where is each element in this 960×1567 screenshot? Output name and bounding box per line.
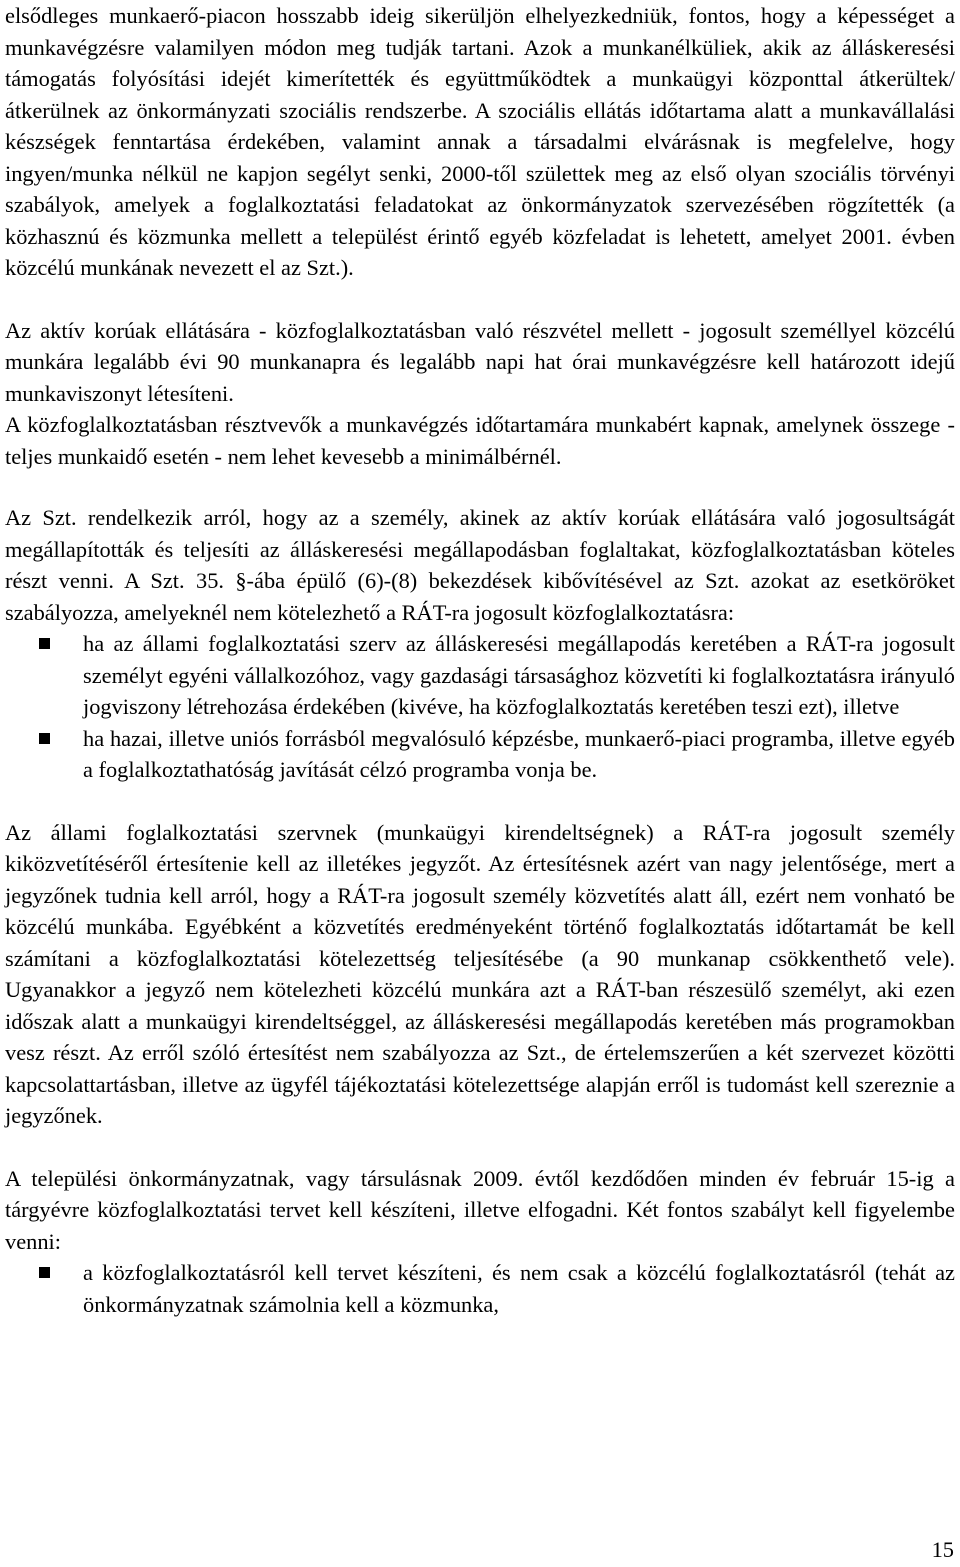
list-item bbox=[5, 628, 955, 723]
paragraph-employment-plan: A települési önkormányzatnak, vagy társulásnak 2009. évtől kezdődően minden év február 15-ig a tárgyévre közfoglalkoztatási tervet kell készíteni, illetve elfogadni. Két fontos szabályt kell figyelembe venni: bbox=[5, 1165, 955, 1254]
exemption-list bbox=[5, 628, 955, 786]
paragraph-notification: Az állami foglalkoztatási szervnek (munkaügyi kirendeltségnek) a RÁT-ra jogosult személy kiközvetítéséről értesítenie kell az illetékes jegyzőt. Az értesítésnek azért van nagy jelentősége, mert a jegyzőnek tudnia kell arról, hogy a RÁT-ra jogosult személy közvetítés alatt áll, ezért nem vonható be közcélú munkába. Egyébként a közvetítés eredményeként történő foglalkoztatás időtartamát be kell számítani a közfoglalkoztatási kötelezettség teljesítésébe (a 90 munkanap csökkenthető vele). Ugyanakkor a jegyző nem kötelezheti közcélú munkára azt a RÁT-ban részesülő személyt, aki ezen időszak alatt a munkaügyi kirendeltséggel, az álláskeresési megállapodás keretében más programokban vesz részt. Az erről szóló értesítést nem szabályozza az Szt., de értelemszerűen a két szervezet közötti kapcsolattartásban, illetve az ügyfél tájékoztatási kötelezettsége alapján erről is tudomást kell szereznie a jegyzőnek. bbox=[5, 819, 955, 1128]
square-bullet-icon bbox=[39, 1267, 50, 1278]
paragraph-intro: elsődleges munkaerő-piacon hosszabb ideig sikerüljön elhelyezkedniük, fontos, hogy a képességet a munkavégzésre valamilyen módon meg tudják tartani. Azok a munkanélküliek, akik az álláskeresési támogatás folyósítási idejét kimerítették és együttműködtek a munkaügyi központtal átkerültek/átkerülnek az önkormányzati szociális rendszerbe. A szociális ellátás időtartama alatt a munkavállalási készségek fenntartása érdekében, valamint annak a társadalmi elvárásnak is megfelelve, hogy ingyen/munka nélkül ne kapjon segélyt senki, 2000-től születtek meg az első olyan szociális törvényi szabályok, amelyek a foglalkoztatási feladatokat az önkormányzatok szervezésében rögzítették (a közhasznú és közmunka mellett a települést érintő egyéb közfeladat is lehetett, amelyet 2001. évben közcélú munkának nevezett el az Szt.). bbox=[5, 3, 955, 280]
list-item bbox=[5, 1257, 955, 1320]
document-page bbox=[5, 0, 955, 1320]
page-number: 15 bbox=[931, 1537, 954, 1562]
paragraph-szt-rules: Az Szt. rendelkezik arról, hogy az a személy, akinek az aktív korúak ellátására való jogosultságát megállapították és teljesíti az álláskeresési megállapodásban foglaltakat, közfoglalkoztatásban köteles részt venni. A Szt. 35. §-ába épülő (6)-(8) bekezdések kibővítésével az Szt. azokat az esetköröket szabályozza, amelyeknél nem kötelezhető a RÁT-ra jogosult közfoglalkoztatásra: bbox=[5, 505, 955, 625]
paragraph-active-age-benefit: Az aktív korúak ellátására - közfoglalkoztatásban való részvétel mellett - jogosult személlyel közcélú munkára legalább évi 90 munkanapra és legalább napi hat órai munkavégzésre kell határozott idejű munkaviszonyt létesíteni. bbox=[5, 317, 955, 406]
list-item-text: ha hazai, illetve uniós forrásból megvalósuló képzésbe, munkaerő-piaci programba, illetve egyéb a foglalkoztathatóság javítását célzó programba vonja be. bbox=[83, 725, 955, 782]
list-item bbox=[5, 723, 955, 786]
square-bullet-icon bbox=[39, 733, 50, 744]
square-bullet-icon bbox=[39, 638, 50, 649]
list-item-text: ha az állami foglalkoztatási szerv az álláskeresési megállapodás keretében a RÁT-ra jogosult személyt egyéni vállalkozóhoz, vagy gazdasági társasághoz közvetíti ki foglalkoztatásra irányuló jogviszony létrehozása érdekében (kivéve, ha közfoglalkoztatás keretében teszi ezt), illetve bbox=[83, 631, 955, 719]
paragraph-wage: A közfoglalkoztatásban résztvevők a munkavégzés időtartamára munkabért kapnak, amelynek összege - teljes munkaidő esetén - nem lehet kevesebb a minimálbérnél. bbox=[5, 412, 955, 469]
list-item-text: a közfoglalkoztatásról kell tervet készíteni, és nem csak a közcélú foglalkoztatásról (tehát az önkormányzatnak számolnia kell a közmunka, bbox=[83, 1260, 955, 1317]
plan-rules-list bbox=[5, 1257, 955, 1320]
